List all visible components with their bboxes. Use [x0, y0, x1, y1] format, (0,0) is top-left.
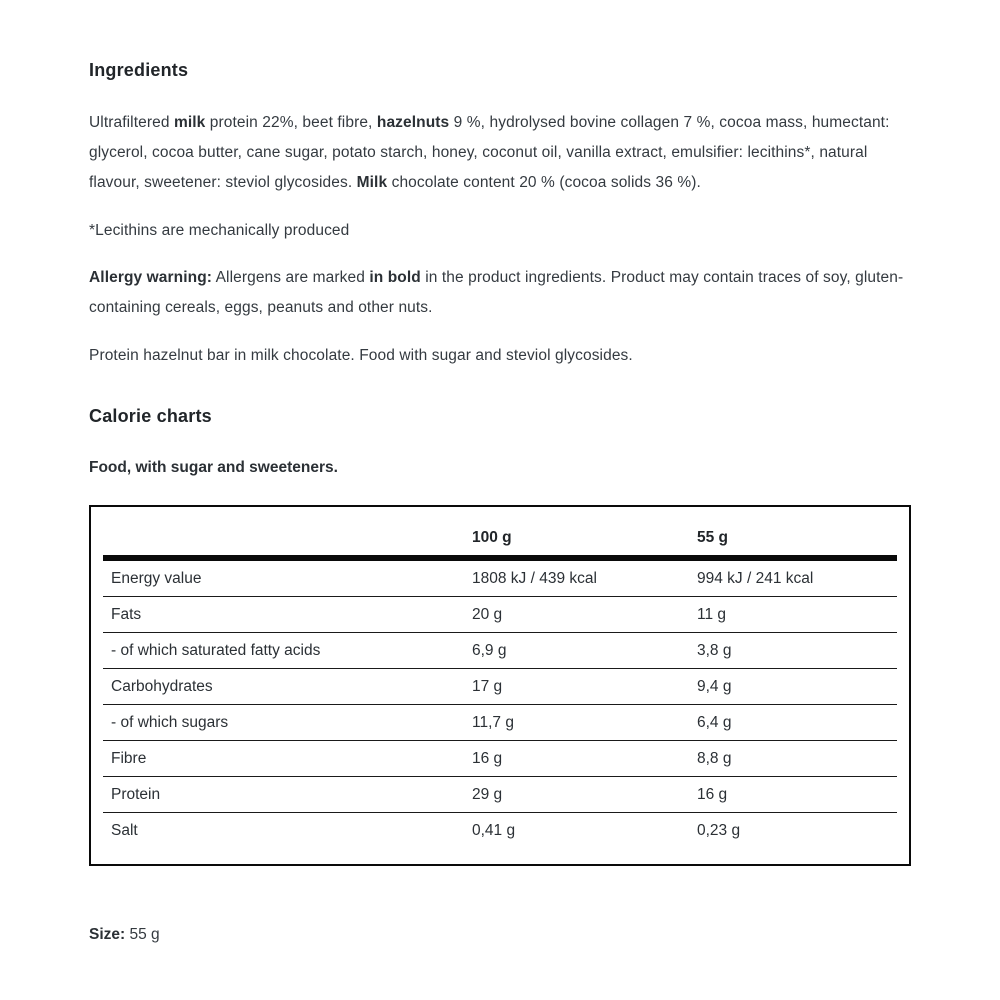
table-row-energy — [103, 561, 897, 597]
table-row-saturated-fats — [103, 633, 897, 669]
row-label: Protein — [111, 785, 161, 803]
row-value-100g: 11,7 g — [472, 713, 514, 731]
allergy-segment: in the product ingredients. Product may contain traces of soy, gluten-containing cereals, eggs, peanuts and other nuts. — [89, 269, 904, 316]
row-label: Carbohydrates — [111, 677, 213, 695]
ingredients-segment: chocolate content 20 % (cocoa solids 36 %). — [387, 174, 701, 191]
row-value-55g: 9,4 g — [697, 677, 732, 695]
ingredients-segment: Ultrafiltered — [89, 114, 174, 131]
row-value-55g: 6,4 g — [697, 713, 732, 731]
row-value-55g: 0,23 g — [697, 821, 741, 839]
row-label: Salt — [111, 821, 138, 839]
row-label: Energy value — [111, 569, 202, 587]
row-value-55g: 8,8 g — [697, 749, 732, 767]
allergy-in-bold: in bold — [369, 269, 421, 286]
allergen-hazelnuts: hazelnuts — [376, 114, 450, 131]
calorie-subtitle: Food, with sugar and sweeteners. — [89, 459, 338, 476]
table-row-carbohydrates — [103, 669, 897, 705]
row-label: Fats — [111, 605, 142, 623]
row-value-100g: 1808 kJ / 439 kcal — [472, 569, 597, 587]
ingredients-heading: Ingredients — [89, 60, 189, 80]
allergen-milk-chocolate: Milk — [356, 174, 388, 191]
allergen-milk: milk — [173, 114, 206, 131]
calorie-charts-heading: Calorie charts — [89, 406, 212, 426]
header-cell-55g: 55 g — [697, 529, 729, 546]
size-value: 55 g — [125, 926, 160, 943]
table-row-fibre — [103, 741, 897, 777]
size-label: Size: — [89, 926, 126, 943]
table-header-row — [103, 509, 897, 561]
row-label: - of which sugars — [111, 713, 229, 731]
lecithins-note: *Lecithins are mechanically produced — [89, 222, 350, 239]
row-value-100g: 0,41 g — [472, 821, 516, 839]
table-row-protein — [103, 777, 897, 813]
allergy-warning-label: Allergy warning: — [89, 269, 213, 286]
row-value-55g: 16 g — [697, 785, 728, 803]
row-value-55g: 3,8 g — [697, 641, 732, 659]
row-value-100g: 20 g — [472, 605, 503, 623]
nutrition-table — [89, 505, 911, 866]
row-value-100g: 29 g — [472, 785, 503, 803]
table-row-salt — [103, 813, 897, 848]
table-row-sugars — [103, 705, 897, 741]
allergy-paragraph — [89, 263, 919, 323]
row-value-100g: 16 g — [472, 749, 503, 767]
row-value-100g: 17 g — [472, 677, 503, 695]
product-description: Protein hazelnut bar in milk chocolate. Food with sugar and steviol glycosides. — [89, 347, 633, 364]
row-label: Fibre — [111, 749, 147, 767]
product-info-section — [89, 58, 919, 950]
row-value-55g: 994 kJ / 241 kcal — [697, 569, 814, 587]
row-value-55g: 11 g — [697, 605, 727, 623]
ingredients-segment: protein 22%, beet fibre, — [205, 114, 377, 131]
allergy-segment: Allergens are marked — [212, 269, 370, 286]
row-label: - of which saturated fatty acids — [111, 641, 321, 659]
ingredients-segment: 9 %, hydrolysed bovine collagen 7 %, cocoa mass, humectant: glycerol, cocoa butter, cane sugar, potato starch, honey, coconut oil, vanilla extract, emulsifier: lecithins*, natural flavour, sweetener: steviol glycosides. — [89, 114, 890, 191]
ingredients-paragraph — [89, 108, 919, 198]
size-line — [89, 920, 919, 950]
table-row-fats — [103, 597, 897, 633]
header-cell-100g: 100 g — [472, 529, 512, 546]
row-value-100g: 6,9 g — [472, 641, 507, 659]
